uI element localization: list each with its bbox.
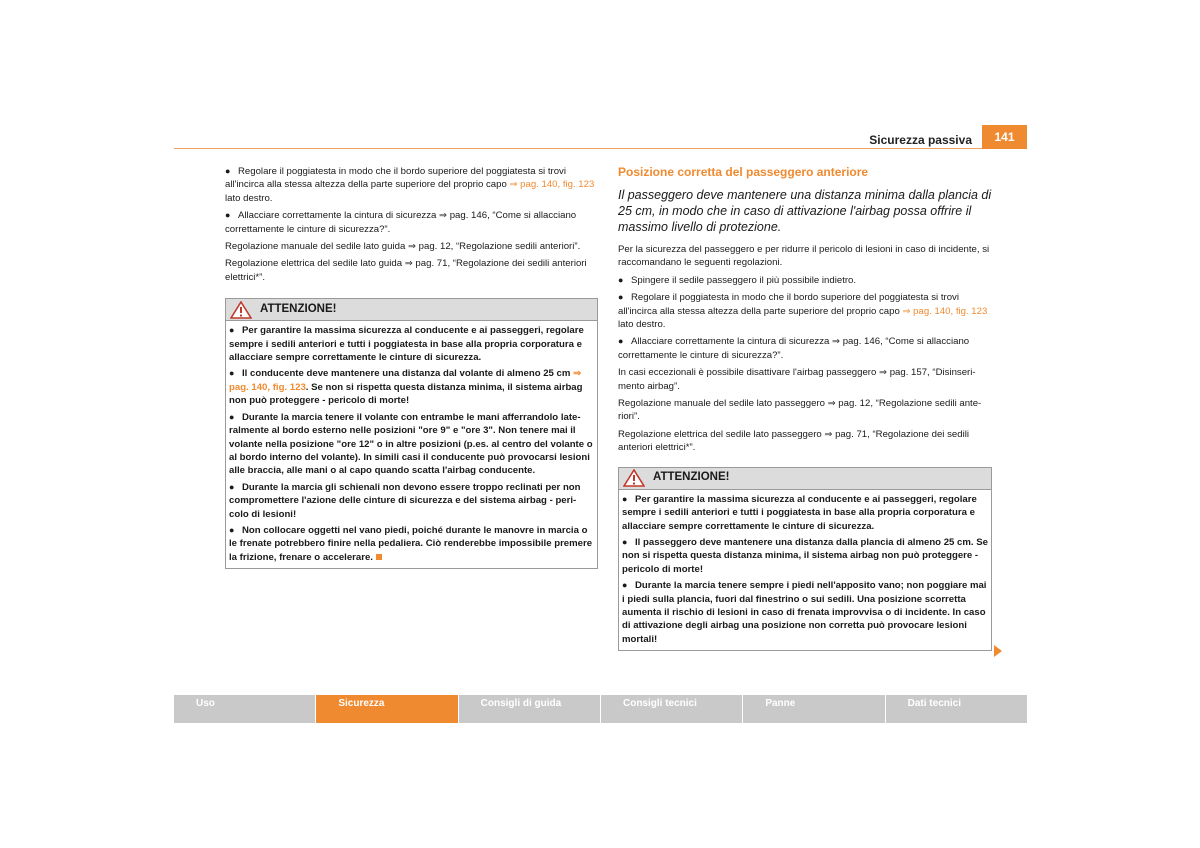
- paragraph: ● Allacciare correttamente la cintura di sicurezza ⇒ pag. 146, “Come si allacciano correttamente le cinture di sicurezza?”.: [618, 336, 970, 361]
- nav-tab-uso[interactable]: Uso: [174, 695, 315, 723]
- warning-item: ● Per garantire la massima sicurezza al conducente e ai passeggeri, regolare sempre i sedili anteriori e tutti i poggiatesta in base alla propria corporatura e allacciare sempre correttamente le cinture di sicurezza.: [622, 493, 977, 532]
- warning-item: ● Per garantire la massima sicurezza al conducente e ai passeggeri, regolare sempre i sedili anteriori e tutti i poggiatesta in base alla propria corporatura e allacciare sempre correttamente le cinture di sicurezza.: [229, 325, 584, 364]
- chapter-nav: [174, 695, 1027, 723]
- warning-item: ● Non collocare oggetti nel vano piedi, poiché durante le manovre in marcia o le frenate potrebbero finire nella pedaliera. Ciò renderebbe impossibile premere la frizione, frenare o accelerare.: [229, 524, 593, 563]
- bullet-icon: ●: [229, 524, 235, 535]
- paragraph: In casi eccezionali è possibile disattivare l'airbag passeggero ⇒ pag. 157, “Disinseri-mento airbag”.: [618, 367, 976, 392]
- warning-item: ● Durante la marcia tenere il volante con entrambe le mani afferrandolo late-ralmente al bordo esterno nelle posizioni "ore 9" e "ore 3". Non tenere mai il volante nella posizione "ore 12" o in altre posizioni (p.es. al centro del volante o al bordo interno del volante). In simili casi il conducente può provocarsi lesioni alle braccia, alle mani o al capo quando scatta l'airbag conducente.: [229, 411, 593, 477]
- bullet-icon: ●: [622, 493, 628, 504]
- warning-item: ● Il passeggero deve mantenere una distanza dalla plancia di almeno 25 cm. Se non si rispetta questa distanza minima, il sistema airbag non può proteggere - pericolo di morte!: [622, 536, 988, 575]
- warning-header: [226, 299, 597, 321]
- paragraph: Per la sicurezza del passeggero e per ridurre il pericolo di lesioni in caso di incidente, si raccomandano le seguenti regolazioni.: [618, 244, 990, 269]
- bullet-icon: ●: [229, 411, 235, 422]
- bullet-icon: ●: [229, 368, 235, 379]
- warning-triangle-icon: [230, 301, 252, 319]
- paragraph: ● Regolare il poggiatesta in modo che il bordo superiore del poggiatesta si trovi all'incirca alla stessa altezza della parte superiore del proprio capo ⇒ pag. 140, fig. 123 lato destro.: [225, 166, 595, 204]
- warning-triangle-icon: [623, 469, 645, 487]
- right-column: [618, 165, 992, 651]
- bullet-icon: ●: [229, 325, 235, 336]
- lead-paragraph: Il passeggero deve mantenere una distanza minima dalla plancia di 25 cm, in modo che in caso di attivazione l'airbag possa offrire il massimo livello di protezione.: [618, 188, 992, 234]
- paragraph: ● Regolare il poggiatesta in modo che il bordo superiore del poggiatesta si trovi all'incirca alla stessa altezza della parte superiore del proprio capo ⇒ pag. 140, fig. 123 lato destro.: [618, 292, 988, 331]
- bullet-icon: ●: [618, 274, 624, 285]
- warning-box: [618, 467, 992, 651]
- bullet-icon: ●: [229, 481, 235, 492]
- paragraph: Regolazione elettrica del sedile lato guida ⇒ pag. 71, “Regolazione dei sedili anteriori elettrici*”.: [225, 258, 587, 283]
- page-number: 141: [982, 125, 1027, 149]
- end-of-section-icon: [376, 554, 382, 560]
- cross-reference-link[interactable]: ⇒ pag. 140, fig. 123: [229, 368, 582, 393]
- cross-reference-link[interactable]: ⇒ pag. 140, fig. 123: [902, 305, 988, 317]
- warning-title: ATTENZIONE!: [653, 471, 730, 484]
- bullet-icon: ●: [622, 580, 628, 591]
- paragraph: Regolazione manuale del sedile lato passeggero ⇒ pag. 12, “Regolazione sedili ante-riori”.: [618, 398, 982, 423]
- cross-reference-link[interactable]: ⇒ pag. 140, fig. 123: [509, 179, 595, 191]
- warning-item: ● Durante la marcia tenere sempre i piedi nell'apposito vano; non poggiare mai i piedi sulla plancia, fuori dal finestrino o sui sedili. Una posizione scorretta aumenta il rischio di lesioni in caso di frenata improvvisa o di incidente. In caso di attivazione degli airbag una posizione non corretta può provocare lesioni mortali!: [622, 580, 987, 645]
- warning-body: [226, 321, 597, 568]
- warning-box: [225, 298, 598, 569]
- nav-tab-consigli-di-guida[interactable]: Consigli di guida: [459, 695, 600, 723]
- section-heading: Posizione corretta del passeggero anteriore: [618, 165, 869, 179]
- paragraph: Regolazione elettrica del sedile lato passeggero ⇒ pag. 71, “Regolazione dei sedili anteriori elettrici*”.: [618, 428, 969, 454]
- nav-tab-consigli-tecnici[interactable]: Consigli tecnici: [601, 695, 742, 723]
- left-column: [225, 165, 598, 569]
- warning-title: ATTENZIONE!: [260, 303, 337, 316]
- continue-arrow-icon: [994, 645, 1002, 657]
- warning-item: ● Il conducente deve mantenere una distanza dal volante di almeno 25 cm ⇒ pag. 140, fig. 123. Se non si rispetta questa distanza minima, il sistema airbag non può proteggere - pericolo di morte!: [229, 368, 583, 407]
- warning-item: ● Durante la marcia gli schienali non devono essere troppo reclinati per non compromettere l'azione delle cinture di sicurezza e del sistema airbag - peri-colo di lesioni!: [229, 481, 581, 520]
- bullet-icon: ●: [618, 336, 624, 347]
- paragraph: ● Allacciare correttamente la cintura di sicurezza ⇒ pag. 146, “Come si allacciano correttamente le cinture di sicurezza?”.: [225, 210, 577, 235]
- nav-tab-sicurezza[interactable]: Sicurezza: [316, 695, 457, 723]
- bullet-icon: ●: [618, 292, 624, 303]
- nav-tab-panne[interactable]: Panne: [743, 695, 884, 723]
- nav-tab-dati-tecnici[interactable]: Dati tecnici: [886, 695, 1027, 723]
- bullet-icon: ●: [225, 166, 231, 176]
- warning-body: [619, 490, 991, 650]
- bullet-icon: ●: [622, 536, 628, 547]
- bullet-icon: ●: [225, 210, 231, 221]
- header-rule: [174, 148, 982, 149]
- paragraph: Regolazione manuale del sedile lato guida ⇒ pag. 12, “Regolazione sedili anteriori”.: [225, 241, 581, 253]
- warning-header: [619, 468, 991, 490]
- paragraph: ● Spingere il sedile passeggero il più possibile indietro.: [618, 274, 857, 286]
- page-section-title: Sicurezza passiva: [869, 133, 972, 147]
